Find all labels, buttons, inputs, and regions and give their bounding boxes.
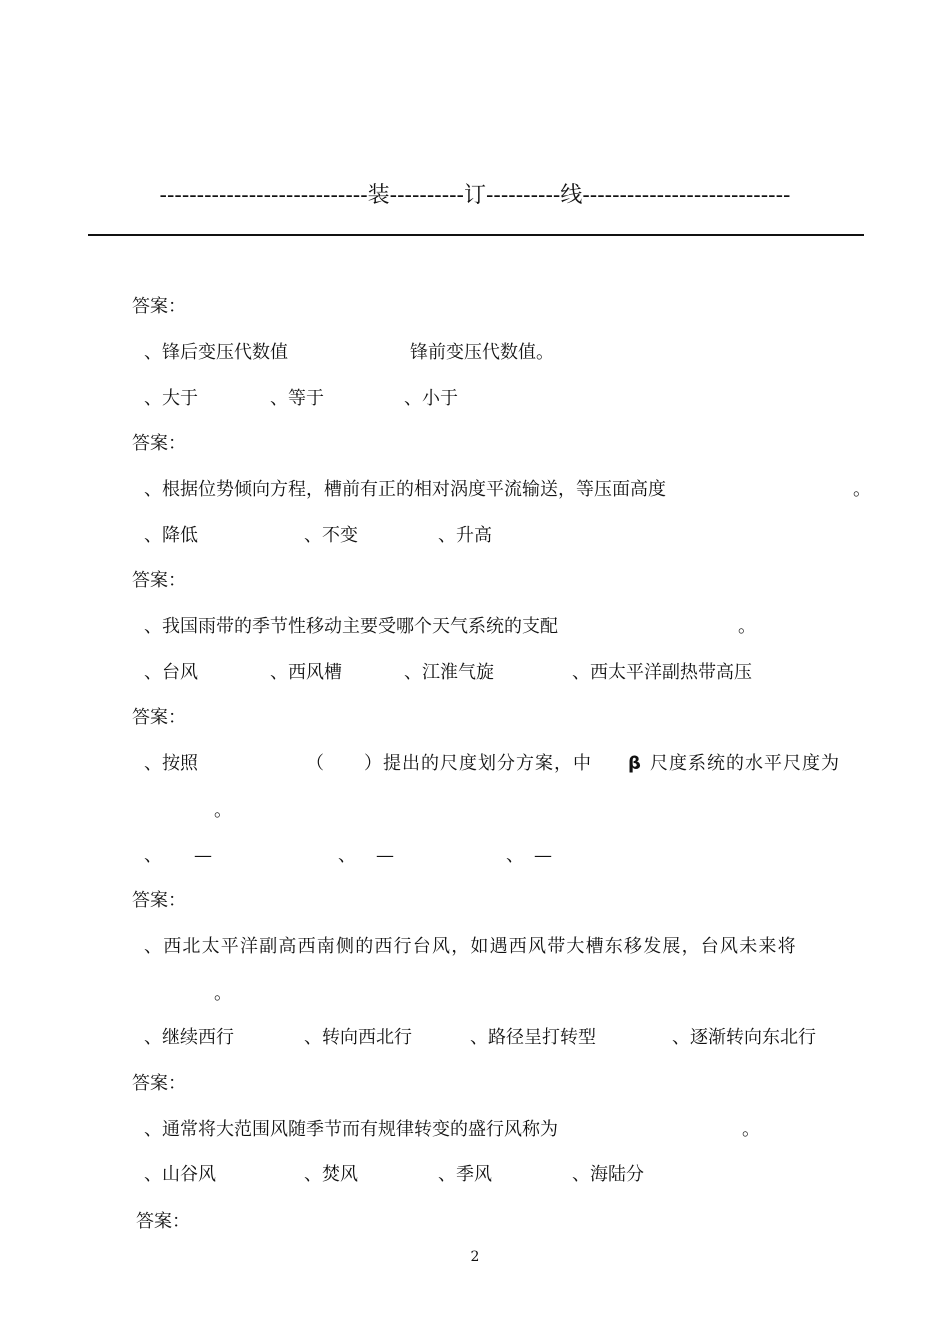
question-end: 。 <box>214 800 232 821</box>
answer-label: 答案： <box>132 433 186 454</box>
answer-label: 答案： <box>132 570 186 591</box>
option-b: 、西风槽 <box>270 662 342 683</box>
option-b: 、焚风 <box>304 1164 358 1185</box>
option-c: 、 <box>506 845 524 866</box>
answer-label: 答案： <box>132 707 186 728</box>
question-text: 尺度系统的水平尺度为 <box>650 753 840 774</box>
question-text: 、通常将大范围风随季节而有规律转变的盛行风称为 <box>144 1119 558 1140</box>
option-b: 、不变 <box>304 525 358 546</box>
answer-label: 答案： <box>132 296 186 317</box>
question-end: 。 <box>738 616 756 637</box>
option-c: 、江淮气旋 <box>404 662 494 683</box>
option-b-dash: — <box>376 845 394 866</box>
option-c: 、路径呈打转型 <box>470 1027 596 1048</box>
option-a: 、台风 <box>144 662 198 683</box>
option-c: 、季风 <box>438 1164 492 1185</box>
question-text: ）提出的尺度划分方案，中 <box>364 753 592 774</box>
option-a: 、继续西行 <box>144 1027 234 1048</box>
option-c: 、升高 <box>438 525 492 546</box>
option-c: 、小于 <box>404 388 458 409</box>
question-end: 。 <box>214 983 232 1004</box>
page-number: 2 <box>470 1249 480 1265</box>
question-end: 。 <box>853 479 871 500</box>
answer-label: 答案： <box>132 1073 186 1094</box>
option-a: 、山谷风 <box>144 1164 216 1185</box>
answer-label: 答案： <box>132 890 186 911</box>
option-d: 、逐渐转向东北行 <box>672 1027 816 1048</box>
question-text: 锋前变压代数值。 <box>410 342 554 363</box>
header-rule <box>88 234 864 236</box>
option-a-dash: — <box>194 845 212 866</box>
option-b: 、 <box>338 845 356 866</box>
option-a: 、 <box>144 845 162 866</box>
beta-symbol: β <box>628 753 641 774</box>
answer-label: 答案： <box>136 1211 190 1232</box>
question-text: 、锋后变压代数值 <box>144 342 288 363</box>
option-b: 、转向西北行 <box>304 1027 412 1048</box>
option-a: 、大于 <box>144 388 198 409</box>
option-c-dash: — <box>534 845 552 866</box>
question-text: 、我国雨带的季节性移动主要受哪个天气系统的支配 <box>144 616 558 637</box>
option-a: 、降低 <box>144 525 198 546</box>
question-text: 、西北太平洋副高西南侧的西行台风，如遇西风带大槽东移发展，台风未来将 <box>144 936 797 957</box>
question-text: 、按照 <box>144 753 198 774</box>
option-b: 、等于 <box>270 388 324 409</box>
paren-open: （ <box>306 753 324 774</box>
binding-line: ----------------------------装----------订----------线---------------------------- <box>159 183 791 208</box>
option-d: 、西太平洋副热带高压 <box>572 662 752 683</box>
question-end: 。 <box>742 1119 760 1140</box>
question-text: 、根据位势倾向方程，槽前有正的相对涡度平流输送，等压面高度 <box>144 479 666 500</box>
option-d: 、海陆分 <box>572 1164 644 1185</box>
